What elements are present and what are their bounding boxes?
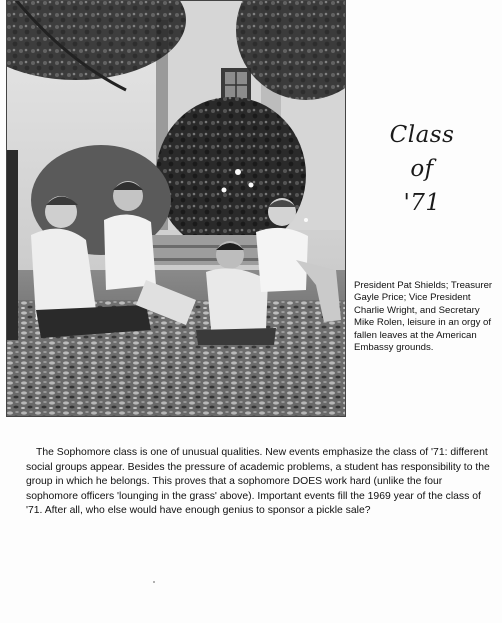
body-text	[26, 446, 496, 519]
heading-line-of: of	[410, 156, 434, 182]
heading-line-class: Class	[389, 122, 455, 148]
photo-image-icon	[6, 0, 346, 417]
photo-caption: President Pat Shields; Treasurer Gayle Price; Vice President Charlie Wright, and Secretary Mike Rolen, leisure in an orgy of fallen leaves at the American Embassy grounds.	[354, 280, 493, 354]
class-officers-photo	[6, 0, 346, 417]
body-paragraph: The Sophomore class is one of unusual qualities. New events emphasize the class of '71: different social groups appear. Besides the pressure of academic problems, a student has responsibility to the group in which he belongs. This proves that a sophomore DOES work hard (unlike the four sophomore officers 'lounging in the grass' above). Important events fill the 1969 year of the class of '71. After all, who else would have enough genius to sponsor a pickle sale?	[26, 447, 490, 517]
page-heading	[372, 118, 472, 220]
print-speck	[153, 581, 155, 583]
heading-line-year: '71	[403, 190, 441, 216]
